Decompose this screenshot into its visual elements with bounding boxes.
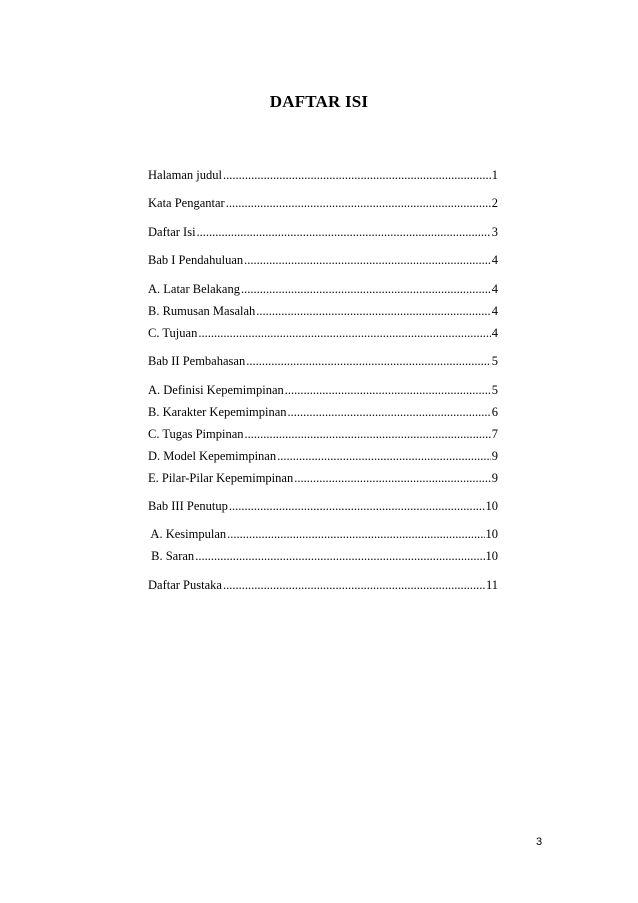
toc-entry-page: 4 bbox=[491, 326, 498, 340]
toc-entry bbox=[148, 304, 498, 320]
toc-entry bbox=[148, 578, 498, 594]
toc-leader-dots bbox=[195, 549, 484, 564]
toc-entry-page: 5 bbox=[491, 383, 498, 397]
toc-leader-dots bbox=[245, 427, 491, 442]
toc-entry-label: Bab III Penutup bbox=[148, 499, 228, 513]
toc-entry-label: E. Pilar-Pilar Kepemimpinan bbox=[148, 471, 294, 485]
toc-entry bbox=[148, 225, 498, 241]
toc-entry-page: 10 bbox=[485, 527, 498, 541]
toc-entry bbox=[148, 354, 498, 370]
toc-entry-page: 10 bbox=[485, 499, 498, 513]
toc-leader-dots bbox=[294, 471, 491, 486]
toc-leader-dots bbox=[198, 326, 490, 341]
toc-entry-label: B. Rumusan Masalah bbox=[148, 304, 256, 318]
toc-entry-label: B. Saran bbox=[148, 549, 195, 563]
toc-entry bbox=[148, 427, 498, 443]
toc-entry-label: Daftar Isi bbox=[148, 225, 196, 239]
toc-entry-label: A. Latar Belakang bbox=[148, 282, 240, 296]
toc-leader-dots bbox=[241, 282, 491, 297]
toc-leader-dots bbox=[285, 383, 491, 398]
toc-leader-dots bbox=[229, 499, 485, 514]
toc-entry-label: Halaman judul bbox=[148, 168, 222, 182]
toc-leader-dots bbox=[223, 168, 491, 183]
toc-entry-page: 4 bbox=[491, 282, 498, 296]
toc-entry bbox=[148, 549, 498, 565]
toc-entry-page: 4 bbox=[491, 304, 498, 318]
toc-entry bbox=[148, 168, 498, 184]
toc-leader-dots bbox=[227, 527, 484, 542]
toc-entry-page: 9 bbox=[491, 471, 498, 485]
toc-entry bbox=[148, 383, 498, 399]
toc-entry bbox=[148, 499, 498, 515]
toc-entry-label: B. Karakter Kepemimpinan bbox=[148, 405, 287, 419]
toc-entry-page: 4 bbox=[491, 253, 498, 267]
toc-leader-dots bbox=[246, 354, 491, 369]
toc-entry-label: D. Model Kepemimpinan bbox=[148, 449, 277, 463]
toc-entry-page: 11 bbox=[485, 578, 498, 592]
toc-entry-page: 6 bbox=[491, 405, 498, 419]
toc-leader-dots bbox=[277, 449, 491, 464]
toc-entry-label: Bab I Pendahuluan bbox=[148, 253, 244, 267]
toc-entry-page: 10 bbox=[485, 549, 498, 563]
toc-leader-dots bbox=[226, 196, 491, 211]
toc-entry-page: 5 bbox=[491, 354, 498, 368]
page-number: 3 bbox=[536, 836, 543, 848]
toc-entry bbox=[148, 527, 498, 543]
toc-leader-dots bbox=[288, 405, 491, 420]
toc-entry bbox=[148, 326, 498, 342]
toc-leader-dots bbox=[244, 253, 491, 268]
toc-entry-page: 9 bbox=[491, 449, 498, 463]
toc-entry-label: Kata Pengantar bbox=[148, 196, 225, 210]
toc-entry bbox=[148, 282, 498, 298]
toc-entry-page: 3 bbox=[491, 225, 498, 239]
toc-leader-dots bbox=[197, 225, 491, 240]
toc-entry bbox=[148, 253, 498, 269]
toc-entry-page: 7 bbox=[491, 427, 498, 441]
toc-leader-dots bbox=[223, 578, 485, 593]
toc-entry-label: Bab II Pembahasan bbox=[148, 354, 246, 368]
toc-entry bbox=[148, 405, 498, 421]
toc-entry-label: A. Kesimpulan bbox=[148, 527, 227, 541]
toc-entry bbox=[148, 449, 498, 465]
toc-entry-page: 1 bbox=[491, 168, 498, 182]
toc-entry bbox=[148, 471, 498, 487]
page-title: DAFTAR ISI bbox=[269, 92, 369, 111]
toc-entry-label: C. Tujuan bbox=[148, 326, 198, 340]
toc-entry-label: C. Tugas Pimpinan bbox=[148, 427, 244, 441]
toc-entry-page: 2 bbox=[491, 196, 498, 210]
toc-entry bbox=[148, 196, 498, 212]
toc-entry-label: A. Definisi Kepemimpinan bbox=[148, 383, 284, 397]
toc-leader-dots bbox=[256, 304, 490, 319]
toc-entry-label: Daftar Pustaka bbox=[148, 578, 222, 592]
